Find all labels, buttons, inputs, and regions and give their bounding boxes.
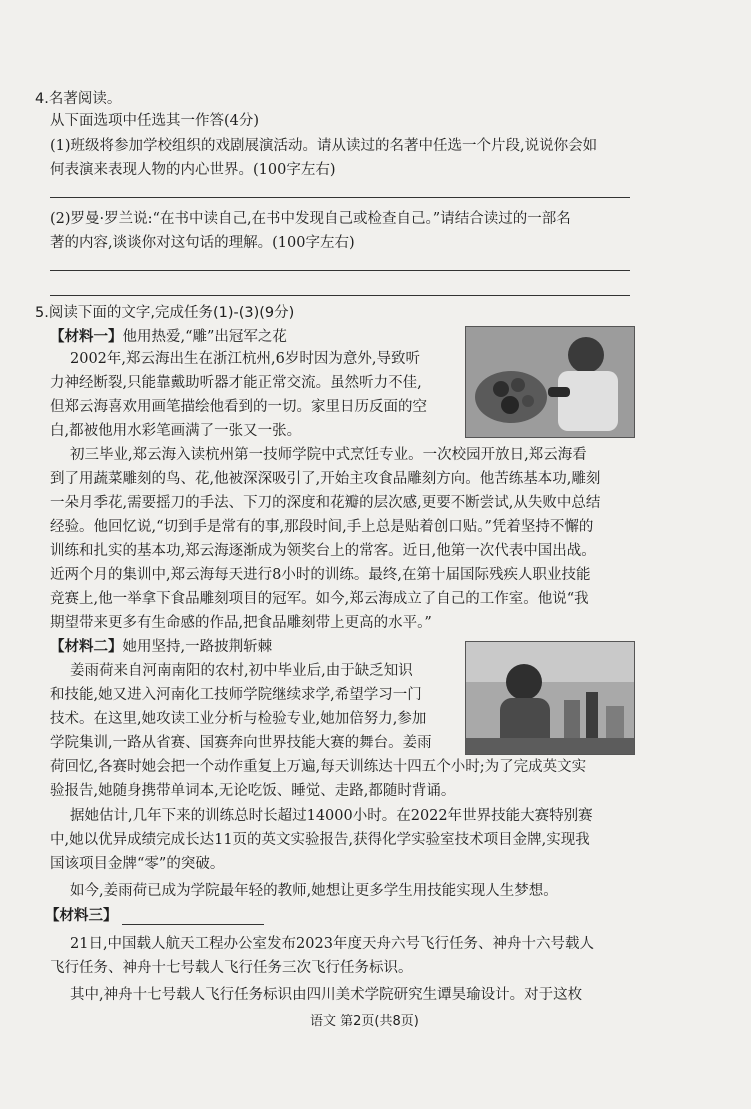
material1-line: 到了用蔬菜雕刻的鸟、花,他被深深吸引了,开始主攻食品雕刻方向。他苦练基本功,雕刻 xyxy=(50,471,601,487)
material1-title: 他用热爱,“雕”出冠军之花 xyxy=(122,329,287,345)
material1-line: 近两个月的集训中,郑云海每天进行8小时的训练。最终,在第十届国际残疾人职业技能 xyxy=(50,567,591,583)
material2-title: 她用坚持,一路披荆斩棘 xyxy=(122,639,273,655)
chef-carving-photo xyxy=(465,326,635,438)
material2-line: 技术。在这里,她攻读工业分析与检验专业,她加倍努力,参加 xyxy=(50,711,427,727)
answer-line xyxy=(50,197,630,198)
material2-line: 验报告,她随身携带单词本,无论吃饭、睡觉、走路,都随时背诵。 xyxy=(50,783,456,799)
material2-line: 姜雨荷来自河南南阳的农村,初中毕业后,由于缺乏知识 xyxy=(70,663,413,679)
material1-line: 经验。他回忆说,“切到手是常有的事,那段时间,手上总是贴着创口贴。”凭着坚持不懈的 xyxy=(50,519,594,535)
q4-option2-line2: 著的内容,谈谈你对这句话的理解。(100字左右) xyxy=(50,235,355,251)
student-lab-photo xyxy=(465,641,635,755)
answer-line xyxy=(50,295,630,296)
material1-line: 期望带来更多有生命感的作品,把食品雕刻带上更高的水平。” xyxy=(50,615,432,631)
material2-line: 中,她以优异成绩完成长达11页的英文实验报告,获得化学实验室技术项目金牌,实现我 xyxy=(50,832,590,848)
material3-line: 21日,中国载人航天工程办公室发布2023年度天舟六号飞行任务、神舟十六号载人 xyxy=(70,936,594,952)
q4-heading: 4.名著阅读。 xyxy=(35,91,122,107)
material1-header xyxy=(50,327,287,347)
material3-label: 【材料三】 xyxy=(45,908,118,924)
page-footer: 语文 第2页(共8页) xyxy=(310,1014,419,1029)
material2-header xyxy=(50,637,272,657)
photo-illustration xyxy=(466,327,634,437)
material1-line: 初三毕业,郑云海入读杭州第一技师学院中式烹饪专业。一次校园开放日,郑云海看 xyxy=(70,447,587,463)
material3-line: 飞行任务、神舟十七号载人飞行任务三次飞行任务标识。 xyxy=(50,960,413,976)
material1-line: 力神经断裂,只能靠戴助听器才能正常交流。虽然听力不佳, xyxy=(50,375,422,391)
material1-line: 白,都被他用水彩笔画满了一张又一张。 xyxy=(50,423,302,439)
q4-option1-line1: (1)班级将参加学校组织的戏剧展演活动。请从读过的名著中任选一个片段,说说你会如 xyxy=(50,138,598,154)
material2-line: 学院集训,一路从省赛、国赛奔向世界技能大赛的舞台。姜雨 xyxy=(50,735,432,751)
material1-line: 但郑云海喜欢用画笔描绘他看到的一切。家里日历反面的空 xyxy=(50,399,427,415)
material2-line: 和技能,她又进入河南化工技师学院继续求学,希望学习一门 xyxy=(50,687,422,703)
material3-line: 其中,神舟十七号载人飞行任务标识由四川美术学院研究生谭昊瑜设计。对于这枚 xyxy=(70,987,583,1003)
q4-instruction: 从下面选项中任选其一作答(4分) xyxy=(50,113,260,129)
material2-label: 【材料二】 xyxy=(50,639,123,655)
title-blank-line xyxy=(122,924,264,925)
material2-line: 据她估计,几年下来的训练总时长超过14000小时。在2022年世界技能大赛特别赛 xyxy=(70,808,593,824)
photo-illustration xyxy=(466,642,634,754)
material1-line: 2002年,郑云海出生在浙江杭州,6岁时因为意外,导致听 xyxy=(70,351,420,367)
q4-option1-line2: 何表演来表现人物的内心世界。(100字左右) xyxy=(50,162,336,178)
material2-line: 荷回忆,各赛时她会把一个动作重复上万遍,每天训练达十四五个小时;为了完成英文实 xyxy=(50,759,587,775)
material1-line: 训练和扎实的基本功,郑云海逐渐成为领奖台上的常客。近日,他第一次代表中国出战。 xyxy=(50,543,596,559)
material1-line: 竞赛上,他一举拿下食品雕刻项目的冠军。如今,郑云海成立了自己的工作室。他说“我 xyxy=(50,591,589,607)
q5-heading: 5.阅读下面的文字,完成任务(1)-(3)(9分) xyxy=(35,305,295,321)
material1-label: 【材料一】 xyxy=(50,329,123,345)
q4-option2-line1: (2)罗曼·罗兰说:“在书中读自己,在书中发现自己或检查自己。”请结合读过的一部名 xyxy=(50,211,571,227)
material2-line: 国该项目金牌“零”的突破。 xyxy=(50,856,225,872)
material1-line: 一朵月季花,需要摇刀的手法、下刀的深度和花瓣的层次感,更要不断尝试,从失败中总结 xyxy=(50,495,601,511)
answer-line xyxy=(50,270,630,271)
material2-line: 如今,姜雨荷已成为学院最年轻的教师,她想让更多学生用技能实现人生梦想。 xyxy=(70,883,558,899)
